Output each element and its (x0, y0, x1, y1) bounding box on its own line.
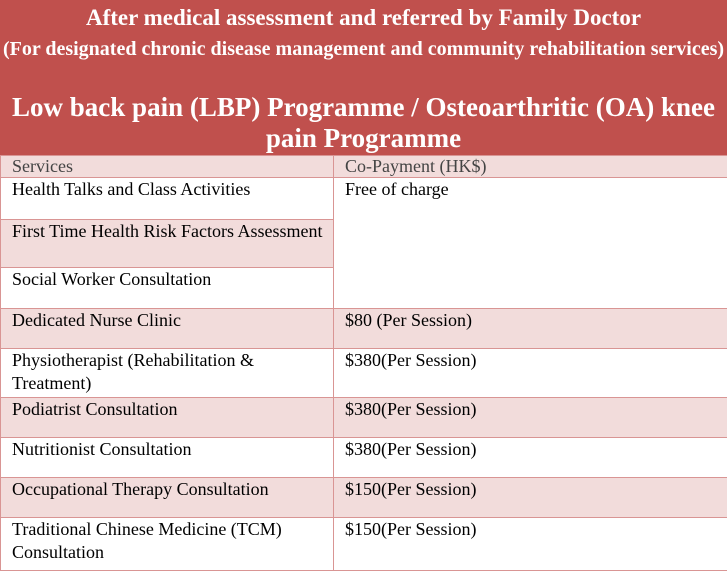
table-row (1, 178, 727, 220)
header-title: After medical assessment and referred by Family Doctor (0, 4, 727, 32)
copayment-value: $150(Per Session) (334, 478, 727, 518)
service-name: Podiatrist Consultation (1, 398, 334, 438)
page-header (0, 0, 727, 155)
copayment-value: $150(Per Session) (334, 518, 727, 571)
service-name: Occupational Therapy Consultation (1, 478, 334, 518)
table-row (1, 478, 727, 518)
table-row (1, 309, 727, 349)
column-header-services: Services (1, 156, 334, 178)
copayment-value: $380(Per Session) (334, 398, 727, 438)
service-name: Dedicated Nurse Clinic (1, 309, 334, 349)
service-name: Physiotherapist (Rehabilitation & Treatment) (1, 349, 334, 398)
copayment-value: $380(Per Session) (334, 349, 727, 398)
service-name: Traditional Chinese Medicine (TCM) Consultation (1, 518, 334, 571)
programme-title: Low back pain (LBP) Programme / Osteoarthritic (OA) knee pain Programme (0, 92, 727, 154)
service-name: Nutritionist Consultation (1, 438, 334, 478)
table-row (1, 438, 727, 478)
table-row (1, 349, 727, 398)
services-table (0, 155, 727, 571)
service-name: First Time Health Risk Factors Assessment (1, 220, 334, 268)
service-name: Health Talks and Class Activities (1, 178, 334, 220)
copayment-free: Free of charge (334, 178, 727, 309)
table-row (1, 518, 727, 571)
table-header-row (1, 156, 727, 178)
service-name: Social Worker Consultation (1, 268, 334, 309)
copayment-value: $80 (Per Session) (334, 309, 727, 349)
copayment-value: $380(Per Session) (334, 438, 727, 478)
column-header-copayment: Co-Payment (HK$) (334, 156, 727, 178)
table-row (1, 398, 727, 438)
header-subtitle: (For designated chronic disease management and community rehabilitation services) (0, 37, 727, 62)
